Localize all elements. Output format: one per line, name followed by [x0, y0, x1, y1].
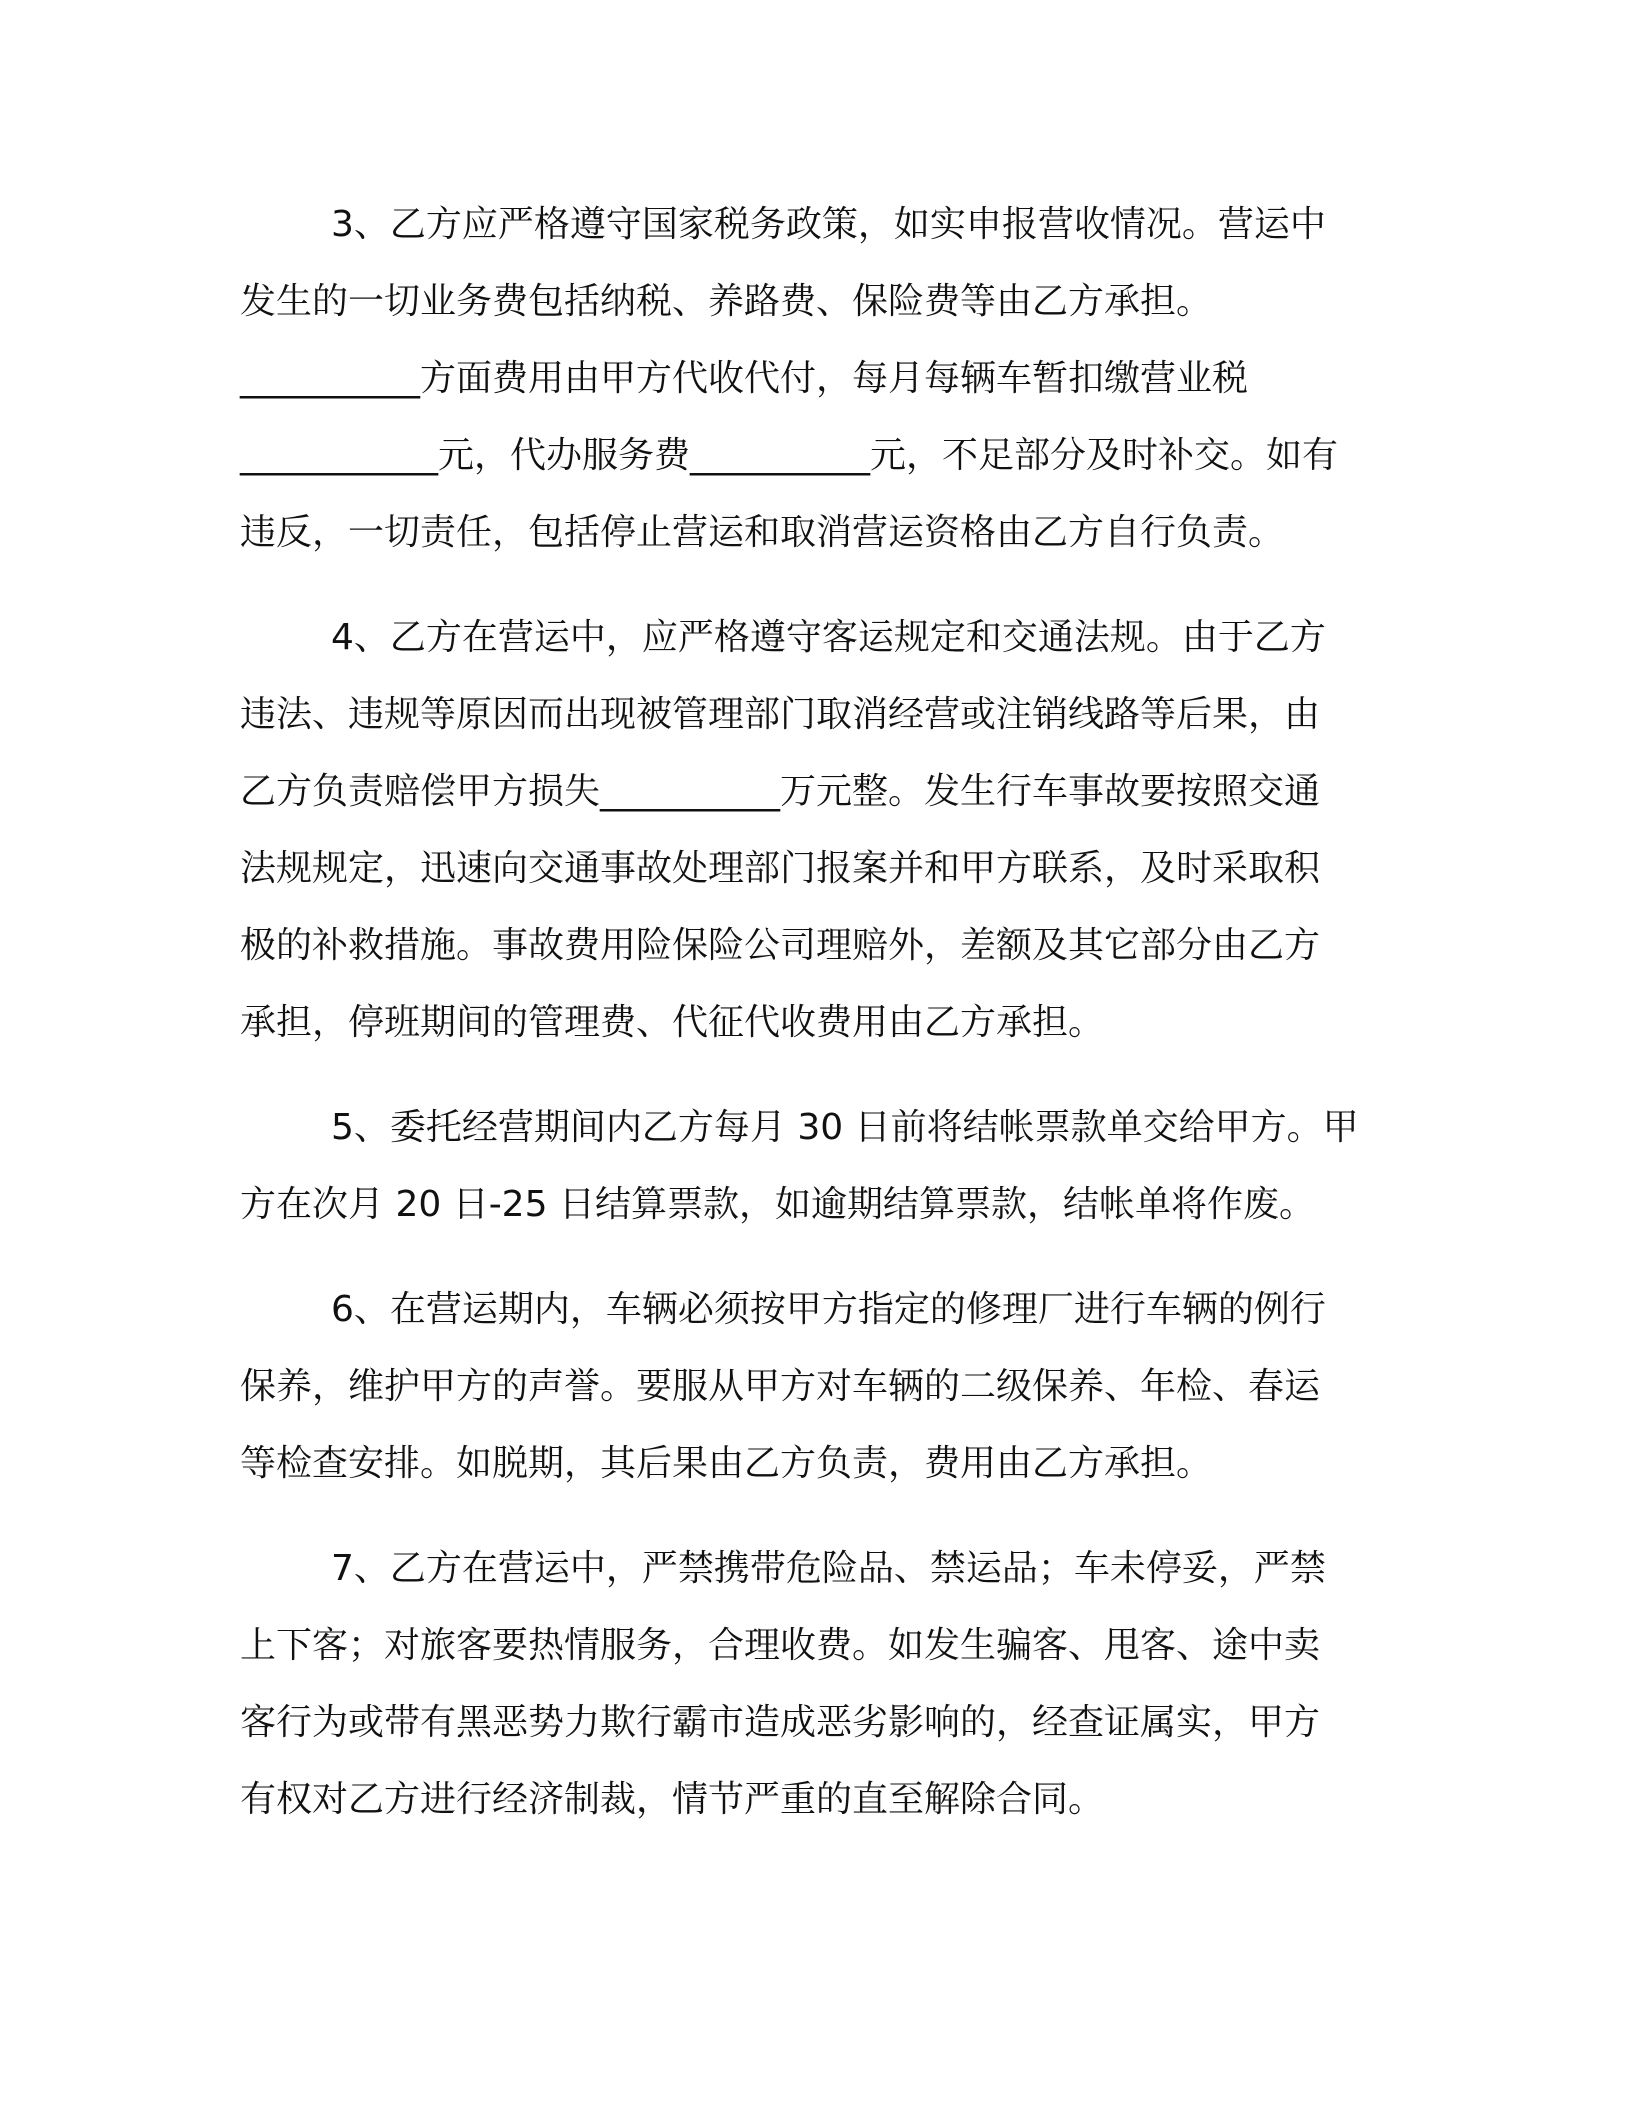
paragraph-clause-5 [240, 1089, 1380, 1243]
text-line: 违反，一切责任，包括停止营运和取消营运资格由乙方自行负责。 [240, 512, 1285, 553]
document-body [240, 186, 1380, 1838]
text-line: 3、乙方应严格遵守国家税务政策，如实申报营收情况。营运中 [331, 204, 1326, 245]
text-line: 乙方负责赔偿甲方损失__________万元整。发生行车事故要按照交通 [240, 771, 1321, 812]
text-line: 发生的一切业务费包括纳税、养路费、保险费等由乙方承担。 [240, 281, 1213, 322]
text-line: 极的补救措施。事故费用险保险公司理赔外，差额及其它部分由乙方 [240, 925, 1321, 966]
text-line: 法规规定，迅速向交通事故处理部门报案并和甲方联系，及时采取积 [240, 848, 1321, 889]
text-line: 客行为或带有黑恶势力欺行霸市造成恶劣影响的，经查证属实，甲方 [240, 1702, 1321, 1743]
text-line: 承担，停班期间的管理费、代征代收费用由乙方承担。 [240, 1002, 1105, 1043]
text-line: ___________元，代办服务费__________元，不足部分及时补交。如有 [240, 435, 1339, 476]
text-line: 违法、违规等原因而出现被管理部门取消经营或注销线路等后果，由 [240, 694, 1321, 735]
text-line: 保养，维护甲方的声誉。要服从甲方对车辆的二级保养、年检、春运 [240, 1366, 1321, 1407]
paragraph-spacer [240, 1502, 1380, 1530]
text-line: __________方面费用由甲方代收代付，每月每辆车暂扣缴营业税 [240, 358, 1249, 399]
text-line: 有权对乙方进行经济制裁，情节严重的直至解除合同。 [240, 1779, 1105, 1820]
text-line: 等检查安排。如脱期，其后果由乙方负责，费用由乙方承担。 [240, 1443, 1213, 1484]
text-line: 4、乙方在营运中，应严格遵守客运规定和交通法规。由于乙方 [331, 617, 1326, 658]
text-line: 6、在营运期内，车辆必须按甲方指定的修理厂进行车辆的例行 [331, 1289, 1326, 1330]
text-line: 方在次月 20 日-25 日结算票款，如逾期结算票款，结帐单将作废。 [240, 1184, 1315, 1225]
text-line: 7、乙方在营运中，严禁携带危险品、禁运品；车未停妥，严禁 [331, 1548, 1326, 1589]
paragraph-spacer [240, 1061, 1380, 1089]
paragraph-spacer [240, 1243, 1380, 1271]
paragraph-spacer [240, 571, 1380, 599]
paragraph-clause-6 [240, 1271, 1380, 1502]
text-line: 5、委托经营期间内乙方每月 30 日前将结帐票款单交给甲方。甲 [331, 1107, 1359, 1148]
text-line: 上下客；对旅客要热情服务，合理收费。如发生骗客、甩客、途中卖 [240, 1625, 1321, 1666]
paragraph-clause-7 [240, 1530, 1380, 1838]
paragraph-clause-3 [240, 186, 1380, 571]
paragraph-clause-4 [240, 599, 1380, 1061]
